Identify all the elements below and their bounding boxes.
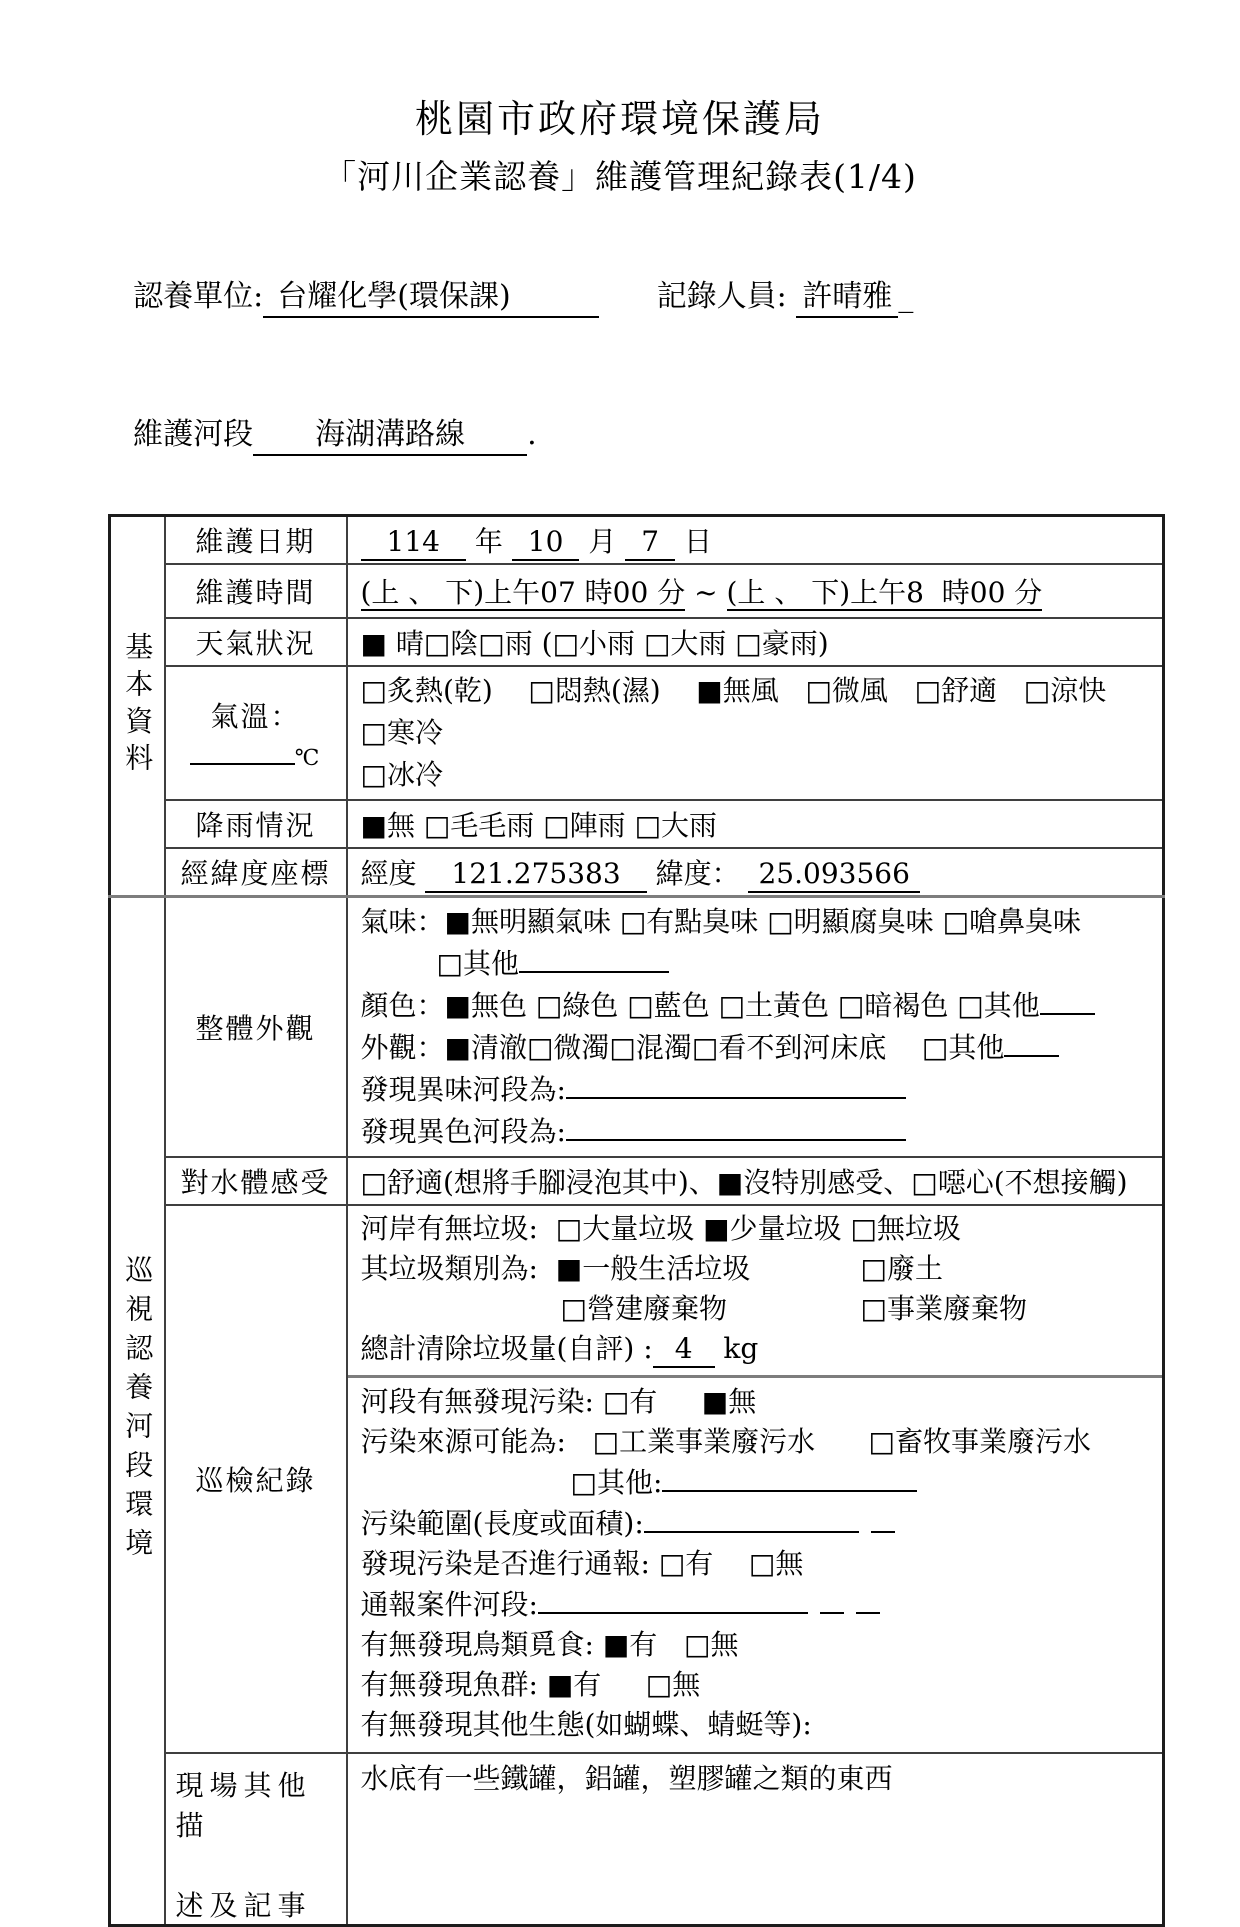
birds-line: 有無發現鳥類覓食: ■有 □無 bbox=[360, 1628, 739, 1661]
time-tilde: ~ bbox=[694, 576, 718, 609]
temperature-blank-line bbox=[167, 735, 345, 772]
temperature-label-cell bbox=[165, 666, 347, 800]
form-title: 「河川企業認養」維護管理紀錄表(1/4) bbox=[323, 157, 917, 196]
row-rainfall bbox=[110, 800, 1164, 848]
weather-options: ■ 晴□陰□雨 (□小雨 □大雨 □豪雨) bbox=[347, 618, 1164, 666]
report-segment-label: 通報案件河段: bbox=[360, 1588, 538, 1621]
row-site-notes bbox=[110, 1753, 1164, 1926]
group-basic-info-label: 基本資料 bbox=[121, 632, 155, 780]
pollution-question-line: 河段有無發現污染: □有 ■無 bbox=[360, 1385, 757, 1418]
record-table bbox=[108, 514, 1165, 1927]
pollution-range-blank-2 bbox=[871, 1503, 895, 1533]
report-segment-line bbox=[361, 1584, 1155, 1625]
appearance-smell-line: 氣味：■無明顯氣味 □有點臭味 □明顯腐臭味 □嗆鼻臭味 bbox=[360, 905, 1082, 938]
latitude-value: 25.093566 bbox=[748, 857, 919, 893]
row-coordinates bbox=[110, 848, 1164, 897]
pollution-other-label: □其他: bbox=[570, 1466, 663, 1499]
adopting-unit-label: 認養單位: bbox=[133, 279, 264, 314]
appearance-smell-other-label: □其他 bbox=[436, 947, 519, 980]
longitude-value: 121.275383 bbox=[425, 857, 646, 893]
date-month-unit: 月 bbox=[588, 525, 617, 558]
report-segment-blank-3 bbox=[856, 1584, 880, 1614]
time-from: (上 、 下)上午07 時00 分 bbox=[360, 576, 686, 609]
patrol-pollution-block bbox=[348, 1375, 1163, 1749]
maintenance-date-value bbox=[347, 516, 1164, 565]
row-patrol-record bbox=[110, 1205, 1164, 1753]
trash-total-line bbox=[361, 1329, 1155, 1369]
group-basic-info-cell bbox=[110, 516, 165, 897]
temperature-unit: ℃ bbox=[294, 745, 322, 771]
trash-type-line1 bbox=[361, 1249, 1155, 1289]
recorder-tail: _ bbox=[898, 279, 914, 314]
row-water-feel bbox=[110, 1157, 1164, 1205]
site-notes-label-cell bbox=[165, 1753, 347, 1926]
coordinates-label: 經緯度座標 bbox=[165, 848, 347, 897]
date-year-unit: 年 bbox=[474, 525, 503, 558]
ecology-line: 有無發現其他生態(如蝴蝶、蜻蜓等): bbox=[360, 1708, 812, 1741]
trash-type-option3: □營建廢棄物 bbox=[560, 1292, 727, 1325]
appearance-look-options: 外觀：■清澈□微濁□混濁□看不到河床底 □其他 bbox=[360, 1031, 1005, 1064]
maintenance-time-label: 維護時間 bbox=[165, 564, 347, 618]
appearance-smell-other-line bbox=[361, 943, 1155, 985]
trash-type-option2: □廢土 bbox=[860, 1252, 943, 1285]
site-notes-label-line2: 述及記事 bbox=[175, 1889, 312, 1922]
fish-line: 有無發現魚群: ■有 □無 bbox=[360, 1668, 701, 1701]
water-feel-options: □舒適(想將手腳浸泡其中)、■沒特別感受、□噁心(不想接觸) bbox=[347, 1157, 1164, 1205]
appearance-label: 整體外觀 bbox=[165, 897, 347, 1158]
trash-question-line: 河岸有無垃圾: □大量垃圾 ■少量垃圾 □無垃圾 bbox=[360, 1212, 961, 1245]
trash-type-option1: 其垃圾類別為: ■一般生活垃圾 bbox=[360, 1252, 751, 1285]
odd-smell-segment-line bbox=[361, 1069, 1155, 1111]
rainfall-label: 降雨情況 bbox=[165, 800, 347, 848]
site-notes-label-line1: 現場其他描 bbox=[175, 1769, 312, 1842]
date-month-value: 10 bbox=[512, 525, 580, 561]
rainfall-options: ■無 □毛毛雨 □陣雨 □大雨 bbox=[347, 800, 1164, 848]
recorder-label: 記錄人員: bbox=[656, 279, 787, 314]
recorder-value: 許晴雅 bbox=[796, 279, 898, 318]
odd-smell-segment-blank bbox=[566, 1069, 906, 1099]
maintenance-date-label: 維護日期 bbox=[165, 516, 347, 565]
header-line-1 bbox=[95, 236, 1240, 350]
patrol-record-content bbox=[347, 1205, 1164, 1753]
row-weather bbox=[110, 618, 1164, 666]
row-maintenance-date bbox=[110, 516, 1164, 565]
trash-total-label: 總計清除垃圾量(自評) : bbox=[360, 1332, 653, 1365]
water-feel-label: 對水體感受 bbox=[165, 1157, 347, 1205]
organization-title: 桃園市政府環境保護局 bbox=[414, 97, 825, 141]
color-other-blank bbox=[1040, 985, 1095, 1015]
odd-color-segment-line bbox=[361, 1111, 1155, 1153]
trash-total-value: 4 bbox=[653, 1332, 715, 1368]
group-patrol-env-label: 巡視認養河段環境 bbox=[121, 1255, 155, 1567]
latitude-label: 緯度： bbox=[655, 857, 740, 890]
appearance-color-line bbox=[361, 985, 1155, 1027]
date-day-value: 7 bbox=[625, 525, 675, 561]
smell-other-blank bbox=[519, 943, 669, 973]
appearance-color-options: 顏色：■無色 □綠色 □藍色 □土黃色 □暗褐色 □其他 bbox=[360, 989, 1040, 1022]
pollution-range-label: 污染範圍(長度或面積): bbox=[360, 1507, 644, 1540]
temperature-label: 氣溫： bbox=[210, 699, 301, 733]
pollution-other-line bbox=[361, 1462, 1155, 1503]
pollution-range-blank bbox=[644, 1503, 859, 1533]
patrol-record-label: 巡檢紀錄 bbox=[165, 1205, 347, 1753]
report-question-line: 發現污染是否進行通報: □有 □無 bbox=[360, 1547, 804, 1580]
longitude-label: 經度 bbox=[360, 857, 417, 890]
trash-type-line2 bbox=[361, 1289, 1155, 1329]
pollution-range-line bbox=[361, 1503, 1155, 1544]
site-notes-content: 水底有一些鐵罐，鋁罐，塑膠罐之類的東西 bbox=[347, 1753, 1164, 1926]
maintenance-time-value bbox=[347, 564, 1164, 618]
look-other-blank bbox=[1004, 1027, 1059, 1057]
patrol-trash-block bbox=[361, 1209, 1155, 1369]
river-segment-value: 海湖溝路線 bbox=[253, 417, 527, 456]
temperature-options-line2: □冰冷 bbox=[360, 758, 443, 791]
date-day-unit: 日 bbox=[683, 525, 712, 558]
trash-total-unit: kg bbox=[723, 1332, 759, 1365]
row-overall-appearance bbox=[110, 897, 1164, 1158]
temperature-options-line1: □炙熱(乾) □悶熱(濕) ■無風 □微風 □舒適 □涼快 □寒冷 bbox=[360, 674, 1133, 749]
coordinates-value bbox=[347, 848, 1164, 897]
temperature-options bbox=[347, 666, 1164, 800]
group-patrol-env-cell bbox=[110, 897, 165, 1926]
weather-label: 天氣狀況 bbox=[165, 618, 347, 666]
odd-smell-segment-label: 發現異味河段為: bbox=[360, 1073, 566, 1106]
row-temperature bbox=[110, 666, 1164, 800]
odd-color-segment-label: 發現異色河段為: bbox=[360, 1115, 566, 1148]
river-segment-label: 維護河段 bbox=[133, 417, 254, 452]
time-to: (上 、 下)上午8 時00 分 bbox=[726, 576, 1043, 609]
row-maintenance-time bbox=[110, 564, 1164, 618]
trash-type-option4: □事業廢棄物 bbox=[860, 1292, 1027, 1325]
header-line-2 bbox=[95, 374, 1240, 488]
pollution-source-line: 污染來源可能為: □工業事業廢污水 □畜牧事業廢污水 bbox=[360, 1425, 1091, 1458]
river-segment-tail: . bbox=[527, 417, 537, 452]
temperature-blank-underline bbox=[190, 735, 295, 765]
adopting-unit-value: 台耀化學(環保課) bbox=[263, 279, 598, 318]
report-segment-blank-2 bbox=[820, 1584, 844, 1614]
appearance-content bbox=[347, 897, 1164, 1158]
odd-color-segment-blank bbox=[566, 1111, 906, 1141]
pollution-other-blank bbox=[662, 1462, 917, 1492]
report-segment-blank bbox=[538, 1584, 808, 1614]
appearance-look-line bbox=[361, 1027, 1155, 1069]
date-year-value: 114 bbox=[361, 525, 466, 561]
